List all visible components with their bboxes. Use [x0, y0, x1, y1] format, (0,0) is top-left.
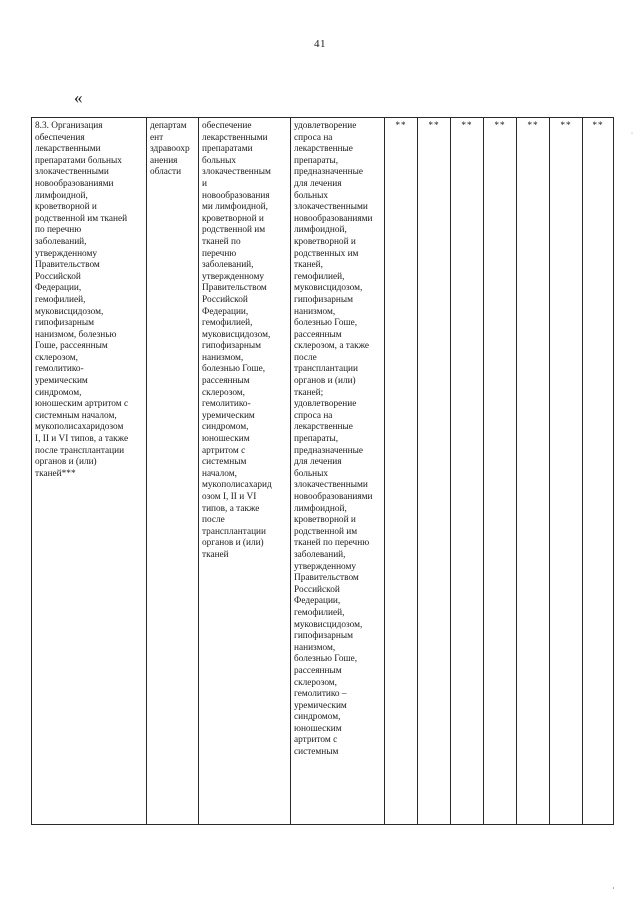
year-mark-cell: ** [385, 118, 418, 825]
expected-result-cell: обеспечение лекарственными препаратами больных злокачественным и новообразования ми лимфоидной, кроветворной и родственной им тканей по перечню заболеваний, утвержденному Правительством Российской Федерации, гемофилией, муковисцидозом, гипофизарным нанизмом, болезнью Гоше, рассеянным склерозом, гемолитико- уремическим синдромом, юношеским артритом с системным началом, мукополисахарид озом I, II и VI типов, а также после трансплантации органов и (или) тканей [199, 118, 291, 825]
year-mark-cell: ** [418, 118, 451, 825]
year-mark-cell: ** [583, 118, 614, 825]
year-mark-cell: ** [517, 118, 550, 825]
table-row [32, 118, 614, 825]
executor-cell: департам ент здравоохр анения области [147, 118, 199, 825]
scan-speck: · [612, 884, 615, 893]
page-number: 41 [314, 38, 326, 50]
measures-table [31, 117, 614, 825]
year-mark-cell: ** [550, 118, 583, 825]
indicator-cell: удовлетворение спроса на лекарственные препараты, предназначенные для лечения больных злокачественными новообразованиями лимфоидной, кроветворной и родственных им тканей, гемофилией, муковисцидозом, гипофизарным нанизмом, болезнью Гоше, рассеянным склерозом, а также после трансплантации органов и (или) тканей; удовлетворение спроса на лекарственные препараты, предназначенные для лечения больных злокачественными новообразованиями лимфоидной, кроветворной и родственной им тканей по перечню заболеваний, утвержденному Правительством Российской Федерации, гемофилией, муковисцидозом, гипофизарным нанизмом, болезнью Гоше, рассеянным склерозом, гемолитико – уремическим синдромом, юношеским артритом с системным [291, 118, 385, 825]
scan-speck: · [631, 131, 633, 137]
year-mark-cell: ** [484, 118, 517, 825]
year-mark-cell: ** [451, 118, 484, 825]
quote-mark: « [74, 88, 83, 107]
measure-cell: 8.3. Организация обеспечения лекарственными препаратами больных злокачественными новообразованиями лимфоидной, кроветворной и родственной им тканей по перечню заболеваний, утвержденному Правительством Российской Федерации, гемофилией, муковисцидозом, гипофизарным нанизмом, болезнью Гоше, рассеянным склерозом, гемолитико- уремическим синдромом, юношеским артритом с системным началом, мукополисахаридозом I, II и VI типов, а также после трансплантации органов и (или) тканей*** [32, 118, 147, 825]
